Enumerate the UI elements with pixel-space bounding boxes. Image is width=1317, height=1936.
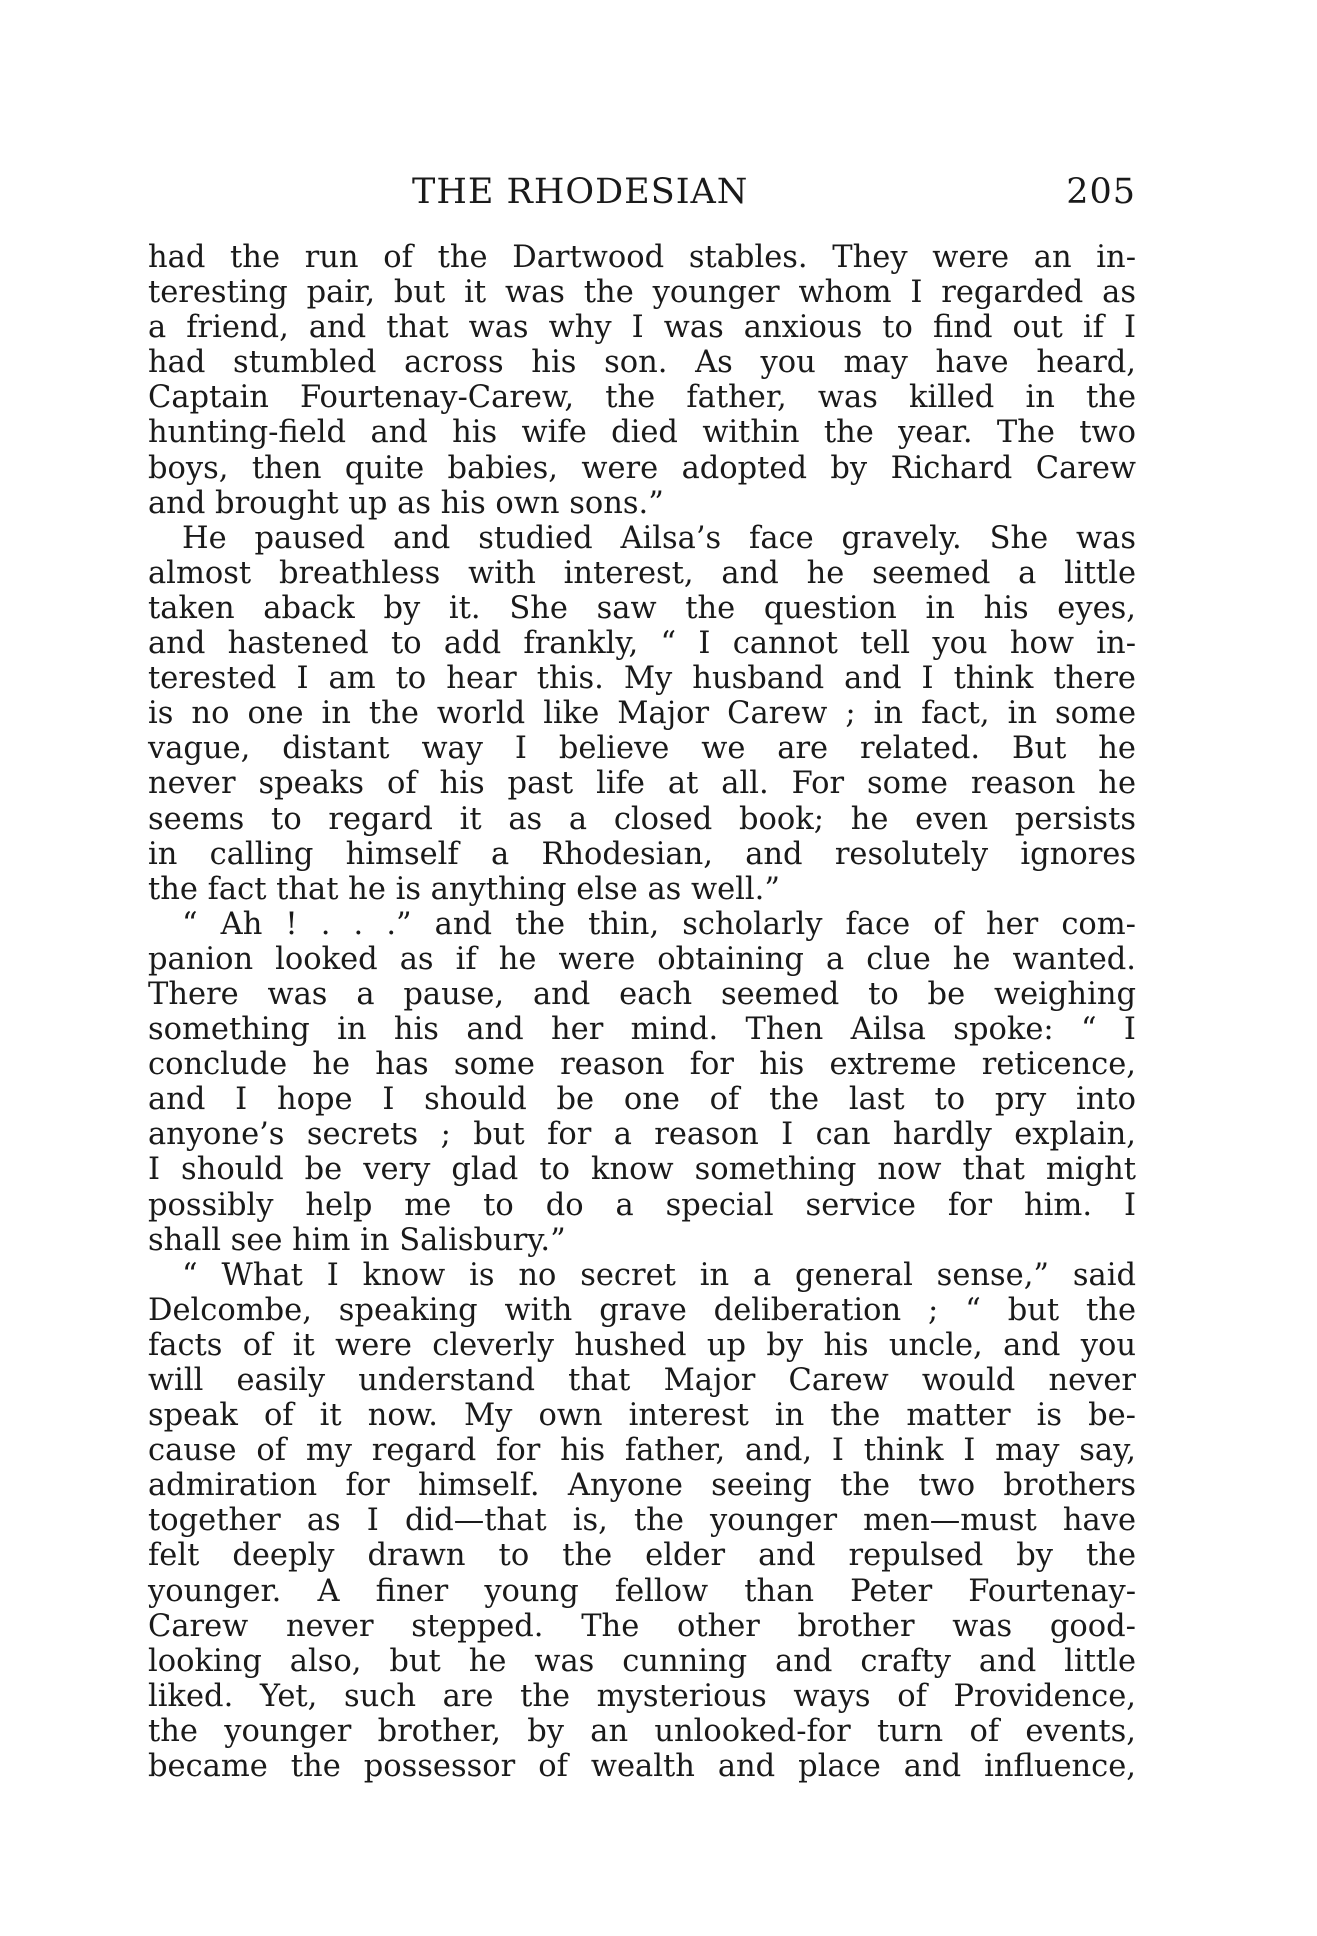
- text-line: “ What I know is no secret in a general sense,” said: [182, 1257, 1136, 1293]
- text-line: conclude he has some reason for his extreme reticence,: [148, 1047, 1136, 1083]
- text-line: vague, distant way I believe we are related. But he: [148, 731, 1136, 767]
- text-line: together as I did—that is, the younger men—must have: [148, 1503, 1136, 1539]
- text-line: will easily understand that Major Carew would never: [148, 1363, 1136, 1398]
- text-line: facts of it were cleverly hushed up by his uncle, and you: [148, 1327, 1136, 1363]
- text-line: “ Ah ! . . .” and the thin, scholarly face of her com-: [182, 906, 1136, 942]
- text-line: liked. Yet, such are the mysterious ways of Providence,: [148, 1678, 1136, 1714]
- text-line: hunting-field and his wife died within the year. The two: [148, 415, 1136, 451]
- text-line: the fact that he is anything else as well.”: [148, 871, 780, 907]
- text-line: Carew never stepped. The other brother was good-: [148, 1608, 1136, 1644]
- text-line: He paused and studied Ailsa’s face gravely. She was: [182, 520, 1136, 556]
- text-line: never speaks of his past life at all. For some reason he: [148, 766, 1136, 802]
- text-line: seems to regard it as a closed book; he even persists: [148, 801, 1136, 837]
- text-line: cause of my regard for his father, and, I think I may say,: [148, 1433, 1136, 1469]
- text-line: looking also, but he was cunning and crafty and little: [148, 1643, 1136, 1679]
- text-line: I should be very glad to know something now that might: [148, 1152, 1136, 1188]
- text-line: Delcombe, speaking with grave deliberation ; “ but the: [148, 1292, 1136, 1328]
- text-line: something in his and her mind. Then Ailsa spoke: “ I: [148, 1012, 1136, 1048]
- text-line: had the run of the Dartwood stables. They were an in-: [148, 240, 1136, 275]
- text-line: shall see him in Salisbury.”: [148, 1222, 566, 1258]
- text-line: is no one in the world like Major Carew ; in fact, in some: [148, 696, 1136, 732]
- text-line: and brought up as his own sons.”: [148, 485, 664, 521]
- text-line: and I hope I should be one of the last to pry into: [148, 1082, 1136, 1118]
- text-line: a friend, and that was why I was anxious to find out if I: [148, 310, 1136, 346]
- text-line: younger. A finer young fellow than Peter Fourtenay-: [148, 1573, 1136, 1609]
- text-line: panion looked as if he were obtaining a clue he wanted.: [148, 941, 1136, 977]
- text-line: had stumbled across his son. As you may have heard,: [148, 345, 1136, 381]
- running-title: THE RHODESIAN: [412, 172, 749, 212]
- text-line: the younger brother, by an unlooked-for turn of events,: [148, 1713, 1136, 1749]
- text-line: almost breathless with interest, and he seemed a little: [148, 555, 1136, 591]
- text-line: teresting pair, but it was the younger whom I regarded as: [148, 275, 1136, 311]
- body-text: [148, 240, 1136, 1784]
- text-line: anyone’s secrets ; but for a reason I can hardly explain,: [148, 1117, 1136, 1153]
- text-line: in calling himself a Rhodesian, and resolutely ignores: [148, 836, 1136, 872]
- text-line: taken aback by it. She saw the question in his eyes,: [148, 590, 1136, 626]
- text-line: felt deeply drawn to the elder and repulsed by the: [148, 1538, 1136, 1574]
- page-number: 205: [1066, 172, 1136, 212]
- text-line: possibly help me to do a special service for him. I: [148, 1187, 1136, 1223]
- text-line: became the possessor of wealth and place and influence,: [148, 1749, 1136, 1785]
- running-head: [148, 172, 1136, 224]
- text-line: boys, then quite babies, were adopted by Richard Carew: [148, 450, 1136, 486]
- text-line: admiration for himself. Anyone seeing the two brothers: [148, 1468, 1136, 1504]
- text-line: Captain Fourtenay-Carew, the father, was killed in the: [148, 380, 1136, 416]
- text-line: There was a pause, and each seemed to be weighing: [148, 976, 1136, 1012]
- text-line: and hastened to add frankly, “ I cannot tell you how in-: [148, 626, 1136, 662]
- text-line: terested I am to hear this. My husband and I think there: [148, 661, 1136, 697]
- text-line: speak of it now. My own interest in the matter is be-: [148, 1398, 1136, 1434]
